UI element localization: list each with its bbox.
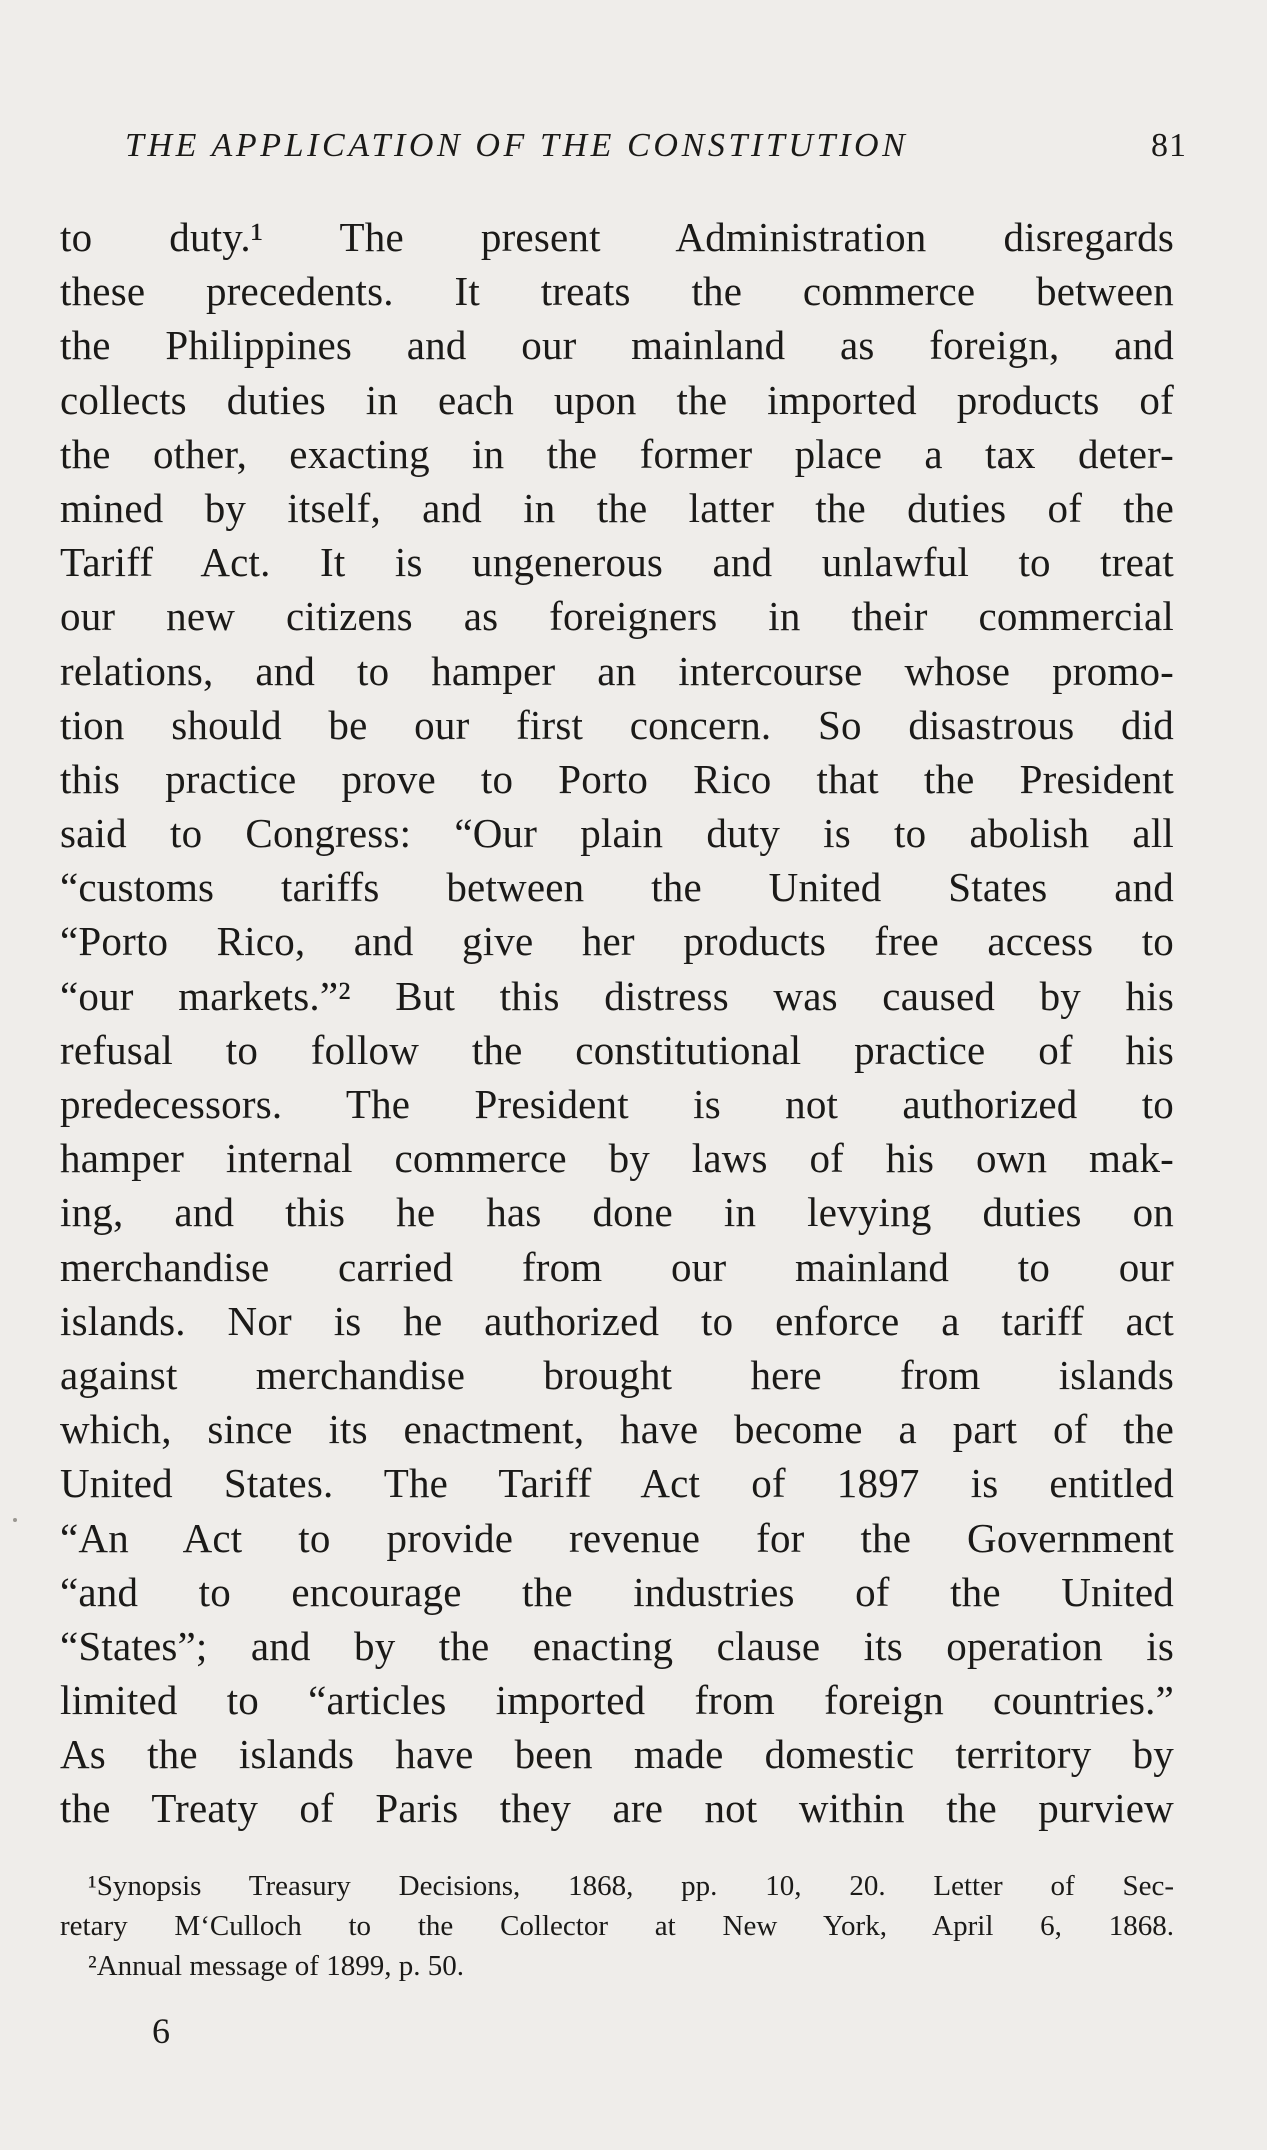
body-line: the Treaty of Paris they are not within the purview <box>60 1785 1174 1832</box>
body-line: merchandise carried from our mainland to our <box>60 1243 1174 1290</box>
body-line: this practice prove to Porto Rico that the President <box>60 755 1174 802</box>
body-line: mined by itself, and in the latter the duties of the <box>60 484 1174 531</box>
body-line: to duty.¹ The present Administration disregards <box>60 214 1174 260</box>
body-line: Tariff Act. It is ungenerous and unlawful to treat <box>60 539 1174 586</box>
margin-speck <box>13 1518 17 1522</box>
body-line: our new citizens as foreigners in their commercial <box>60 593 1174 640</box>
body-line: relations, and to hamper an intercourse whose promo- <box>60 647 1174 694</box>
body-line: these precedents. It treats the commerce between <box>60 268 1174 315</box>
body-line: the other, exacting in the former place a tax deter- <box>60 430 1174 477</box>
body-line: hamper internal commerce by laws of his own mak- <box>60 1135 1174 1182</box>
body-line: “An Act to provide revenue for the Government <box>60 1514 1174 1561</box>
body-line: “our markets.”² But this distress was caused by his <box>60 972 1174 1019</box>
body-line: “Porto Rico, and give her products free access to <box>60 918 1174 965</box>
signature-mark: 6 <box>152 2011 170 2051</box>
body-line: tion should be our first concern. So disastrous did <box>60 701 1174 748</box>
body-line: the Philippines and our mainland as foreign, and <box>60 322 1174 369</box>
body-line: “and to encourage the industries of the United <box>60 1568 1174 1615</box>
body-line: “customs tariffs between the United States and <box>60 864 1174 911</box>
body-line: against merchandise brought here from islands <box>60 1351 1174 1398</box>
body-line: said to Congress: “Our plain duty is to abolish all <box>60 810 1174 857</box>
body-line: limited to “articles imported from foreign countries.” <box>60 1677 1174 1724</box>
body-line: United States. The Tariff Act of 1897 is entitled <box>60 1460 1174 1507</box>
footnotes <box>60 1866 1174 1986</box>
body-line: predecessors. The President is not authorized to <box>60 1081 1174 1127</box>
body-line: refusal to follow the constitutional practice of his <box>60 1026 1174 1073</box>
body-line: As the islands have been made domestic territory by <box>60 1731 1174 1778</box>
body-line: collects duties in each upon the imported products of <box>60 376 1174 423</box>
footnote-1-line: ¹Synopsis Treasury Decisions, 1868, pp. 10, 20. Letter of Sec- <box>88 1870 1174 1902</box>
footnote-2: ²Annual message of 1899, p. 50. <box>88 1950 464 1982</box>
body-line: which, since its enactment, have become a part of the <box>60 1406 1174 1453</box>
page-number: 81 <box>1151 127 1187 164</box>
body-text <box>60 210 1174 1836</box>
body-line: islands. Nor is he authorized to enforce a tariff act <box>60 1297 1174 1344</box>
body-line: “States”; and by the enacting clause its operation is <box>60 1622 1174 1669</box>
footnote-1-continuation: retary M‘Culloch to the Collector at New York, April 6, 1868. <box>60 1910 1174 1942</box>
running-head <box>125 120 1187 172</box>
body-line: ing, and this he has done in levying duties on <box>60 1189 1174 1236</box>
running-head-title: THE APPLICATION OF THE CONSTITUTION <box>125 127 909 164</box>
